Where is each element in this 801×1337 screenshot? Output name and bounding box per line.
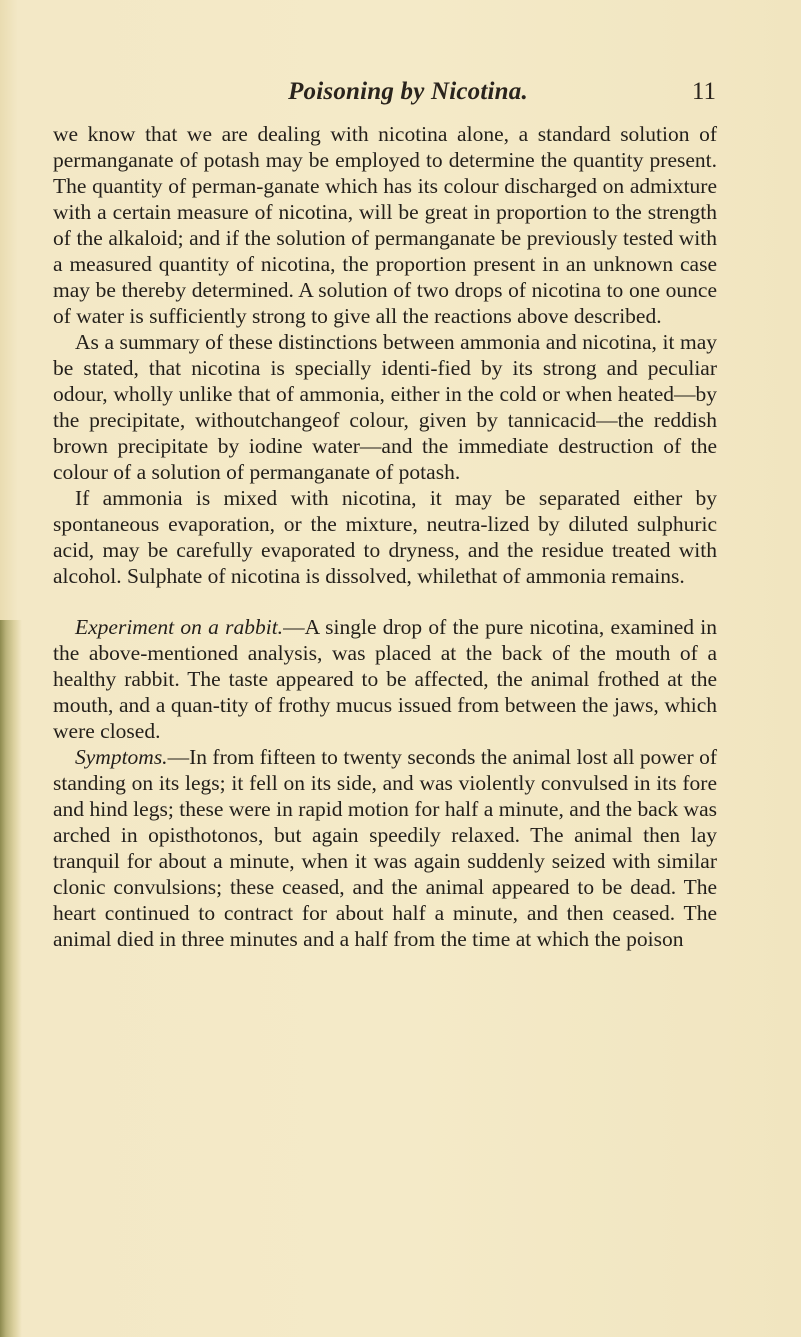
symptoms-heading: Symptoms.	[75, 745, 168, 769]
section-gap	[53, 589, 717, 614]
page-edge-shadow	[0, 620, 22, 1337]
paragraph-symptoms	[53, 744, 717, 952]
experiment-heading: Experiment on a rabbit.	[75, 615, 284, 639]
symptoms-text: —In from fifteen to twenty seconds the animal lost all power of standing on its legs; it fell on its side, and was violently convulsed in its fore and hind legs; these were in rapid motion for half a minute, and the back was arched in opisthotonos, but again speedily relaxed. The animal then lay tranquil for about a minute, when it was again suddenly seized with similar clonic convulsions; these ceased, and the animal appeared to be dead. The heart continued to contract for about half a minute, and then ceased. The animal died in three minutes and a half from the time at which the poison	[53, 745, 717, 951]
running-title: Poisoning by Nicotina.	[288, 78, 528, 105]
paragraph-summary: As a summary of these distinctions between ammonia and nicotina, it may be stated, that nicotina is specially identi-fied by its strong and peculiar odour, wholly unlike that of ammonia, either in the cold or when heated—by the precipitate, withoutchangeof colour, given by tannicacid—the reddish brown precipitate by iodine water—and the immediate destruction of the colour of a solution of permanganate of potash.	[53, 330, 717, 484]
paragraph-permanganate: we know that we are dealing with nicotina alone, a standard solution of permanganate of potash may be employed to determine the quantity present. The quantity of perman-ganate which has its colour discharged on admixture with a certain measure of nicotina, will be great in proportion to the strength of the alkaloid; and if the solution of permanganate be previously tested with a measured quantity of nicotina, the proportion present in an unknown case may be thereby determined. A solution of two drops of nicotina to one ounce of water is sufficiently strong to give all the reactions above described.	[53, 122, 717, 328]
paragraph-separation: If ammonia is mixed with nicotina, it may be separated either by spontaneous evaporation, or the mixture, neutra-lized by diluted sulphuric acid, may be carefully evaporated to dryness, and the residue treated with alcohol. Sulphate of nicotina is dissolved, whilethat of ammonia remains.	[53, 486, 717, 588]
experiment-text: —A single drop of the pure nicotina, examined in the above-mentioned analysis, was placed at the back of the mouth of a healthy rabbit. The taste appeared to be affected, the animal frothed at the mouth, and a quan-tity of frothy mucus issued from between the jaws, which were closed.	[53, 615, 717, 743]
paragraph-experiment	[53, 614, 717, 744]
page-header	[100, 78, 716, 108]
body-text	[53, 121, 717, 952]
page-number: 11	[691, 78, 716, 105]
